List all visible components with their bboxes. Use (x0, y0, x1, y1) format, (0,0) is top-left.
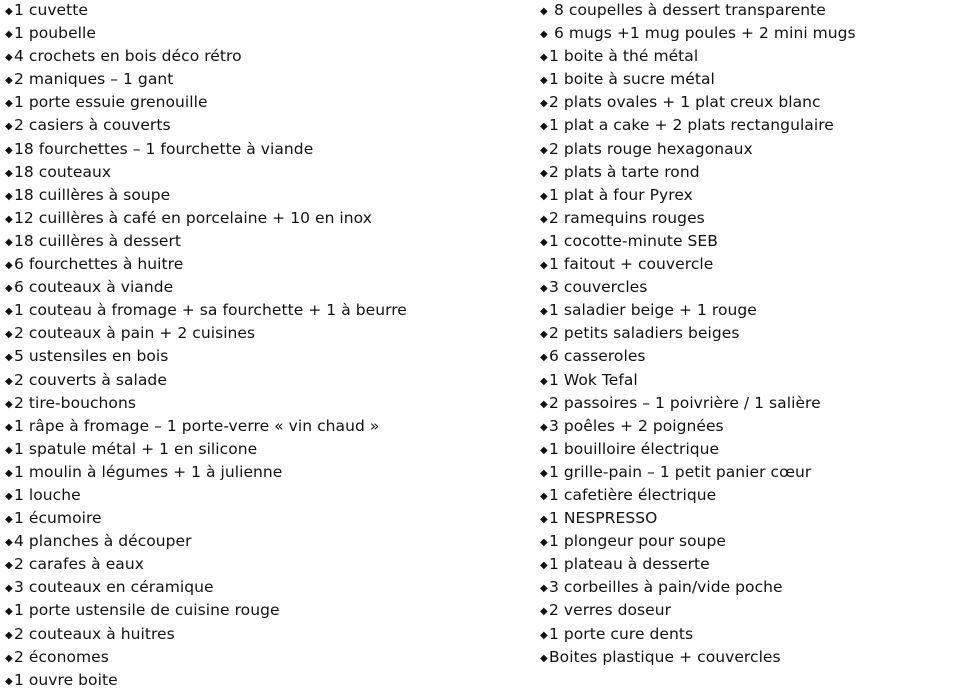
left-list-item (5, 184, 525, 207)
diamond-bullet-icon: ◆ (540, 375, 548, 387)
diamond-bullet-icon: ◆ (540, 652, 548, 664)
left-list-item (5, 484, 525, 507)
diamond-bullet-icon: ◆ (540, 490, 548, 502)
diamond-bullet-icon: ◆ (5, 213, 13, 225)
item-text: 1 couteau à fromage + sa fourchette + 1 à beurre (14, 301, 407, 320)
item-text: 3 couteaux en céramique (14, 578, 214, 597)
item-text: 6 fourchettes à huitre (14, 255, 184, 274)
right-list-item (540, 276, 960, 299)
left-list-item (5, 253, 525, 276)
left-list-item (5, 530, 525, 553)
left-list-item (5, 161, 525, 184)
left-list-item (5, 415, 525, 438)
right-list-item (540, 68, 960, 91)
diamond-bullet-icon: ◆ (5, 467, 13, 479)
item-text: 1 Wok Tefal (549, 370, 638, 389)
item-text: 4 crochets en bois déco rétro (14, 47, 242, 66)
right-list-item (540, 599, 960, 622)
right-list-item (540, 322, 960, 345)
left-list-item (5, 91, 525, 114)
diamond-bullet-icon: ◆ (540, 52, 548, 64)
right-list-item (540, 461, 960, 484)
left-list-item (5, 345, 525, 368)
right-list-item (540, 392, 960, 415)
diamond-bullet-icon: ◆ (5, 652, 13, 664)
item-text: 6 mugs +1 mug poules + 2 mini mugs (549, 24, 856, 43)
item-text: 2 plats à tarte rond (549, 162, 700, 181)
item-text: 1 plat a cake + 2 plats rectangulaire (549, 116, 834, 135)
diamond-bullet-icon: ◆ (540, 629, 548, 641)
item-text: 6 casseroles (549, 347, 646, 366)
diamond-bullet-icon: ◆ (540, 6, 548, 17)
left-list-item (5, 114, 525, 137)
diamond-bullet-icon: ◆ (5, 306, 13, 318)
item-text: 1 spatule métal + 1 en silicone (14, 439, 258, 458)
item-text: 1 boite à sucre métal (549, 70, 715, 89)
item-text: 2 couteaux à huitres (14, 624, 175, 643)
diamond-bullet-icon: ◆ (540, 421, 548, 433)
left-column-list (5, 0, 525, 692)
diamond-bullet-icon: ◆ (5, 144, 13, 156)
diamond-bullet-icon: ◆ (5, 352, 13, 364)
diamond-bullet-icon: ◆ (5, 675, 13, 687)
diamond-bullet-icon: ◆ (5, 629, 13, 641)
left-list-item (5, 646, 525, 669)
item-text: 2 économes (14, 647, 109, 666)
item-text: 1 moulin à légumes + 1 à julienne (14, 462, 283, 481)
left-list-item (5, 669, 525, 692)
diamond-bullet-icon: ◆ (5, 606, 13, 618)
right-list-item (540, 299, 960, 322)
diamond-bullet-icon: ◆ (5, 6, 13, 17)
diamond-bullet-icon: ◆ (540, 283, 548, 295)
left-list-item (5, 322, 525, 345)
diamond-bullet-icon: ◆ (5, 75, 13, 87)
item-text: 1 porte ustensile de cuisine rouge (14, 601, 280, 620)
left-list-item (5, 45, 525, 68)
diamond-bullet-icon: ◆ (5, 583, 13, 595)
diamond-bullet-icon: ◆ (540, 606, 548, 618)
item-text: Boites plastique + couvercles (549, 647, 781, 666)
left-list-item (5, 553, 525, 576)
item-text: 2 petits saladiers beiges (549, 324, 740, 343)
diamond-bullet-icon: ◆ (540, 537, 548, 549)
diamond-bullet-icon: ◆ (540, 514, 548, 526)
diamond-bullet-icon: ◆ (540, 560, 548, 572)
diamond-bullet-icon: ◆ (540, 583, 548, 595)
right-list-item (540, 22, 960, 45)
diamond-bullet-icon: ◆ (540, 98, 548, 110)
item-text: 1 porte cure dents (549, 624, 694, 643)
diamond-bullet-icon: ◆ (5, 560, 13, 572)
diamond-bullet-icon: ◆ (5, 329, 13, 341)
item-text: 3 poêles + 2 poignées (549, 416, 724, 435)
right-list-item (540, 184, 960, 207)
item-text: 1 bouilloire électrique (549, 439, 720, 458)
right-list-item (540, 553, 960, 576)
left-list-item (5, 438, 525, 461)
item-text: 8 coupelles à dessert transparente (549, 1, 826, 19)
diamond-bullet-icon: ◆ (5, 421, 13, 433)
item-text: 18 cuillères à soupe (14, 185, 171, 204)
item-text: 2 casiers à couverts (14, 116, 171, 135)
item-text: 1 poubelle (14, 24, 96, 43)
left-list-item (5, 369, 525, 392)
right-list-item (540, 138, 960, 161)
left-list-item (5, 507, 525, 530)
diamond-bullet-icon: ◆ (540, 352, 548, 364)
right-list-item (540, 646, 960, 669)
item-text: 1 plat à four Pyrex (549, 185, 693, 204)
diamond-bullet-icon: ◆ (540, 329, 548, 341)
item-text: 18 couteaux (14, 162, 112, 181)
item-text: 2 plats rouge hexagonaux (549, 139, 753, 158)
diamond-bullet-icon: ◆ (5, 167, 13, 179)
item-text: 1 cuvette (14, 1, 88, 19)
diamond-bullet-icon: ◆ (540, 121, 548, 133)
item-text: 1 NESPRESSO (549, 509, 658, 528)
right-column-list (540, 0, 960, 669)
item-text: 1 saladier beige + 1 rouge (549, 301, 757, 320)
item-text: 2 passoires – 1 poivrière / 1 salière (549, 393, 821, 412)
diamond-bullet-icon: ◆ (5, 283, 13, 295)
diamond-bullet-icon: ◆ (540, 306, 548, 318)
diamond-bullet-icon: ◆ (540, 398, 548, 410)
item-text: 18 cuillères à dessert (14, 231, 182, 250)
item-text: 2 plats ovales + 1 plat creux blanc (549, 93, 821, 112)
diamond-bullet-icon: ◆ (540, 444, 548, 456)
item-text: 2 maniques – 1 gant (14, 70, 174, 89)
diamond-bullet-icon: ◆ (5, 514, 13, 526)
left-list-item (5, 138, 525, 161)
item-text: 1 ouvre boite (14, 670, 118, 689)
diamond-bullet-icon: ◆ (5, 375, 13, 387)
diamond-bullet-icon: ◆ (5, 52, 13, 64)
right-list-item (540, 230, 960, 253)
diamond-bullet-icon: ◆ (5, 490, 13, 502)
left-list-item (5, 0, 525, 22)
item-text: 12 cuillères à café en porcelaine + 10 en inox (14, 208, 372, 227)
diamond-bullet-icon: ◆ (5, 236, 13, 248)
diamond-bullet-icon: ◆ (5, 121, 13, 133)
left-list-item (5, 299, 525, 322)
right-list-item (540, 576, 960, 599)
item-text: 2 couteaux à pain + 2 cuisines (14, 324, 256, 343)
diamond-bullet-icon: ◆ (5, 260, 13, 272)
right-list-item (540, 207, 960, 230)
right-list-item (540, 0, 960, 22)
item-text: 2 ramequins rouges (549, 208, 705, 227)
item-text: 3 corbeilles à pain/vide poche (549, 578, 783, 597)
right-list-item (540, 45, 960, 68)
left-list-item (5, 207, 525, 230)
diamond-bullet-icon: ◆ (540, 75, 548, 87)
item-text: 1 porte essuie grenouille (14, 93, 208, 112)
diamond-bullet-icon: ◆ (5, 98, 13, 110)
right-list-item (540, 438, 960, 461)
diamond-bullet-icon: ◆ (540, 260, 548, 272)
left-list-item (5, 599, 525, 622)
right-list-item (540, 484, 960, 507)
diamond-bullet-icon: ◆ (540, 29, 548, 41)
diamond-bullet-icon: ◆ (5, 29, 13, 41)
right-list-item (540, 623, 960, 646)
diamond-bullet-icon: ◆ (540, 236, 548, 248)
left-list-item (5, 576, 525, 599)
diamond-bullet-icon: ◆ (540, 213, 548, 225)
item-text: 4 planches à découper (14, 532, 192, 551)
right-list-item (540, 369, 960, 392)
item-text: 5 ustensiles en bois (14, 347, 169, 366)
right-list-item (540, 91, 960, 114)
item-text: 1 plongeur pour soupe (549, 532, 726, 551)
left-list-item (5, 276, 525, 299)
left-list-item (5, 392, 525, 415)
item-text: 3 couvercles (549, 278, 648, 297)
item-text: 1 cafetière électrique (549, 485, 717, 504)
left-list-item (5, 623, 525, 646)
item-text: 1 boite à thé métal (549, 47, 699, 66)
left-list-item (5, 68, 525, 91)
item-text: 1 râpe à fromage – 1 porte-verre « vin chaud » (14, 416, 380, 435)
right-list-item (540, 507, 960, 530)
item-text: 6 couteaux à viande (14, 278, 174, 297)
item-text: 2 couverts à salade (14, 370, 167, 389)
left-list-item (5, 230, 525, 253)
item-text: 1 louche (14, 485, 81, 504)
right-list-item (540, 530, 960, 553)
diamond-bullet-icon: ◆ (5, 398, 13, 410)
right-list-item (540, 253, 960, 276)
left-list-item (5, 461, 525, 484)
item-text: 1 faitout + couvercle (549, 255, 714, 274)
item-text: 1 plateau à desserte (549, 555, 710, 574)
left-list-item (5, 22, 525, 45)
diamond-bullet-icon: ◆ (5, 537, 13, 549)
diamond-bullet-icon: ◆ (5, 190, 13, 202)
diamond-bullet-icon: ◆ (540, 467, 548, 479)
diamond-bullet-icon: ◆ (540, 144, 548, 156)
item-text: 18 fourchettes – 1 fourchette à viande (14, 139, 314, 158)
item-text: 1 cocotte-minute SEB (549, 231, 718, 250)
right-list-item (540, 415, 960, 438)
diamond-bullet-icon: ◆ (5, 444, 13, 456)
item-text: 1 grille-pain – 1 petit panier cœur (549, 462, 812, 481)
diamond-bullet-icon: ◆ (540, 167, 548, 179)
item-text: 2 tire-bouchons (14, 393, 136, 412)
item-text: 2 carafes à eaux (14, 555, 144, 574)
right-list-item (540, 345, 960, 368)
item-text: 1 écumoire (14, 509, 102, 528)
right-list-item (540, 114, 960, 137)
item-text: 2 verres doseur (549, 601, 672, 620)
diamond-bullet-icon: ◆ (540, 190, 548, 202)
right-list-item (540, 161, 960, 184)
